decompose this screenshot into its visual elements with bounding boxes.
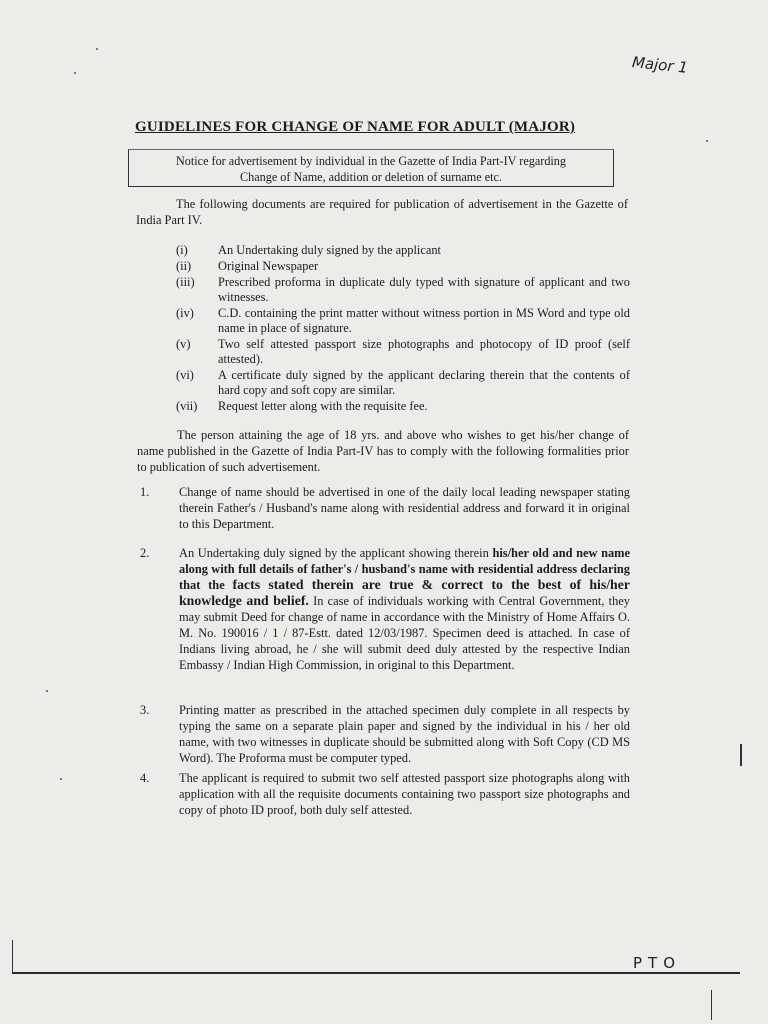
rule-number: 1. bbox=[140, 485, 150, 499]
list-item-number: (vii) bbox=[176, 399, 198, 413]
list-item-text: A certificate duly signed by the applicant declaring therein that the contents of hard copy and soft copy are similar. bbox=[218, 368, 630, 397]
notice-line-2: Change of Name, addition or deletion of surname etc. bbox=[240, 170, 502, 184]
rule-2-bold-1: his/her old and new name along with full details of father's / husband's name with residential address declaring that the bbox=[179, 546, 630, 592]
notice-box bbox=[128, 149, 614, 187]
rule-text: Change of name should be advertised in one of the daily local leading newspaper stating therein Father's / Husband's name along with residential address and forward it in original to this Department. bbox=[179, 485, 630, 531]
rule-text bbox=[179, 545, 630, 673]
list-item-text: C.D. containing the print matter without witness portion in MS Word and type old name in place of signature. bbox=[218, 306, 630, 335]
list-item-text: Two self attested passport size photographs and photocopy of ID proof (self attested). bbox=[218, 337, 630, 366]
page-turn-note: PTO bbox=[633, 954, 682, 972]
rule-text: The applicant is required to submit two self attested passport size photographs along with application with all the requisite documents containing two passport size photographs and copy of photo ID proof, both duly self attested. bbox=[179, 771, 630, 817]
scan-speck bbox=[706, 140, 708, 142]
list-item-number: (i) bbox=[176, 243, 188, 257]
scan-speck bbox=[74, 72, 76, 74]
list-item-number: (iv) bbox=[176, 306, 194, 320]
scan-speck bbox=[60, 778, 62, 780]
list-item-text: Original Newspaper bbox=[218, 259, 319, 273]
list-item-text: Prescribed proforma in duplicate duly typed with signature of applicant and two witnesses. bbox=[218, 275, 630, 304]
scan-edge-mark bbox=[711, 990, 712, 1020]
rule-2-bold-2: facts stated therein are true & correct to the best of his/her knowledge and belief. bbox=[179, 577, 630, 608]
footer-rule bbox=[12, 972, 740, 974]
rule-number: 4. bbox=[140, 771, 150, 785]
scan-edge-mark bbox=[740, 744, 742, 766]
list-item-text: Request letter along with the requisite fee. bbox=[218, 399, 428, 413]
handwritten-note: Major 1 bbox=[631, 53, 689, 77]
scan-speck bbox=[46, 690, 48, 692]
list-item-number: (v) bbox=[176, 337, 191, 351]
notice-line-1: Notice for advertisement by individual in the Gazette of India Part-IV regarding bbox=[176, 154, 566, 168]
rule-text: Printing matter as prescribed in the attached specimen duly complete in all respects by typing the same on a separate plain paper and signed by the individual in his / her old name, with two witnesses in duplicate should be submitted along with Soft Copy (CD MS Word). The Proforma must be computer typed. bbox=[179, 703, 630, 765]
rule-number: 2. bbox=[140, 546, 150, 560]
list-item-number: (vi) bbox=[176, 368, 194, 382]
list-item-number: (ii) bbox=[176, 259, 192, 273]
scan-speck bbox=[96, 48, 98, 50]
intro-paragraph: The following documents are required for publication of advertisement in the Gazette of India Part IV. bbox=[136, 197, 628, 227]
list-item-number: (iii) bbox=[176, 275, 195, 289]
scan-margin-line bbox=[12, 940, 13, 974]
page-title: GUIDELINES FOR CHANGE OF NAME FOR ADULT (MAJOR) bbox=[135, 119, 576, 135]
rule-2-part-1: An Undertaking duly signed by the applicant showing therein bbox=[179, 546, 493, 560]
list-item-text: An Undertaking duly signed by the applicant bbox=[218, 243, 441, 257]
eligibility-paragraph: The person attaining the age of 18 yrs. and above who wishes to get his/her change of name published in the Gazette of India Part-IV has to comply with the following formalities prior to publication of such advertisement. bbox=[137, 428, 629, 474]
rule-number: 3. bbox=[140, 703, 150, 717]
rule-2-part-2: In case of individuals working with Central Government, they may submit Deed for change of name in accordance with the Ministry of Home Affairs O. M. No. 190016 / 1 / 87-Estt. dated 12/03/1987. Specimen deed is attached. In case of Indians living abroad, he / she will submit deed duly attested by the respective Indian Embassy / Indian High Commission, in original to this Department. bbox=[179, 594, 630, 672]
